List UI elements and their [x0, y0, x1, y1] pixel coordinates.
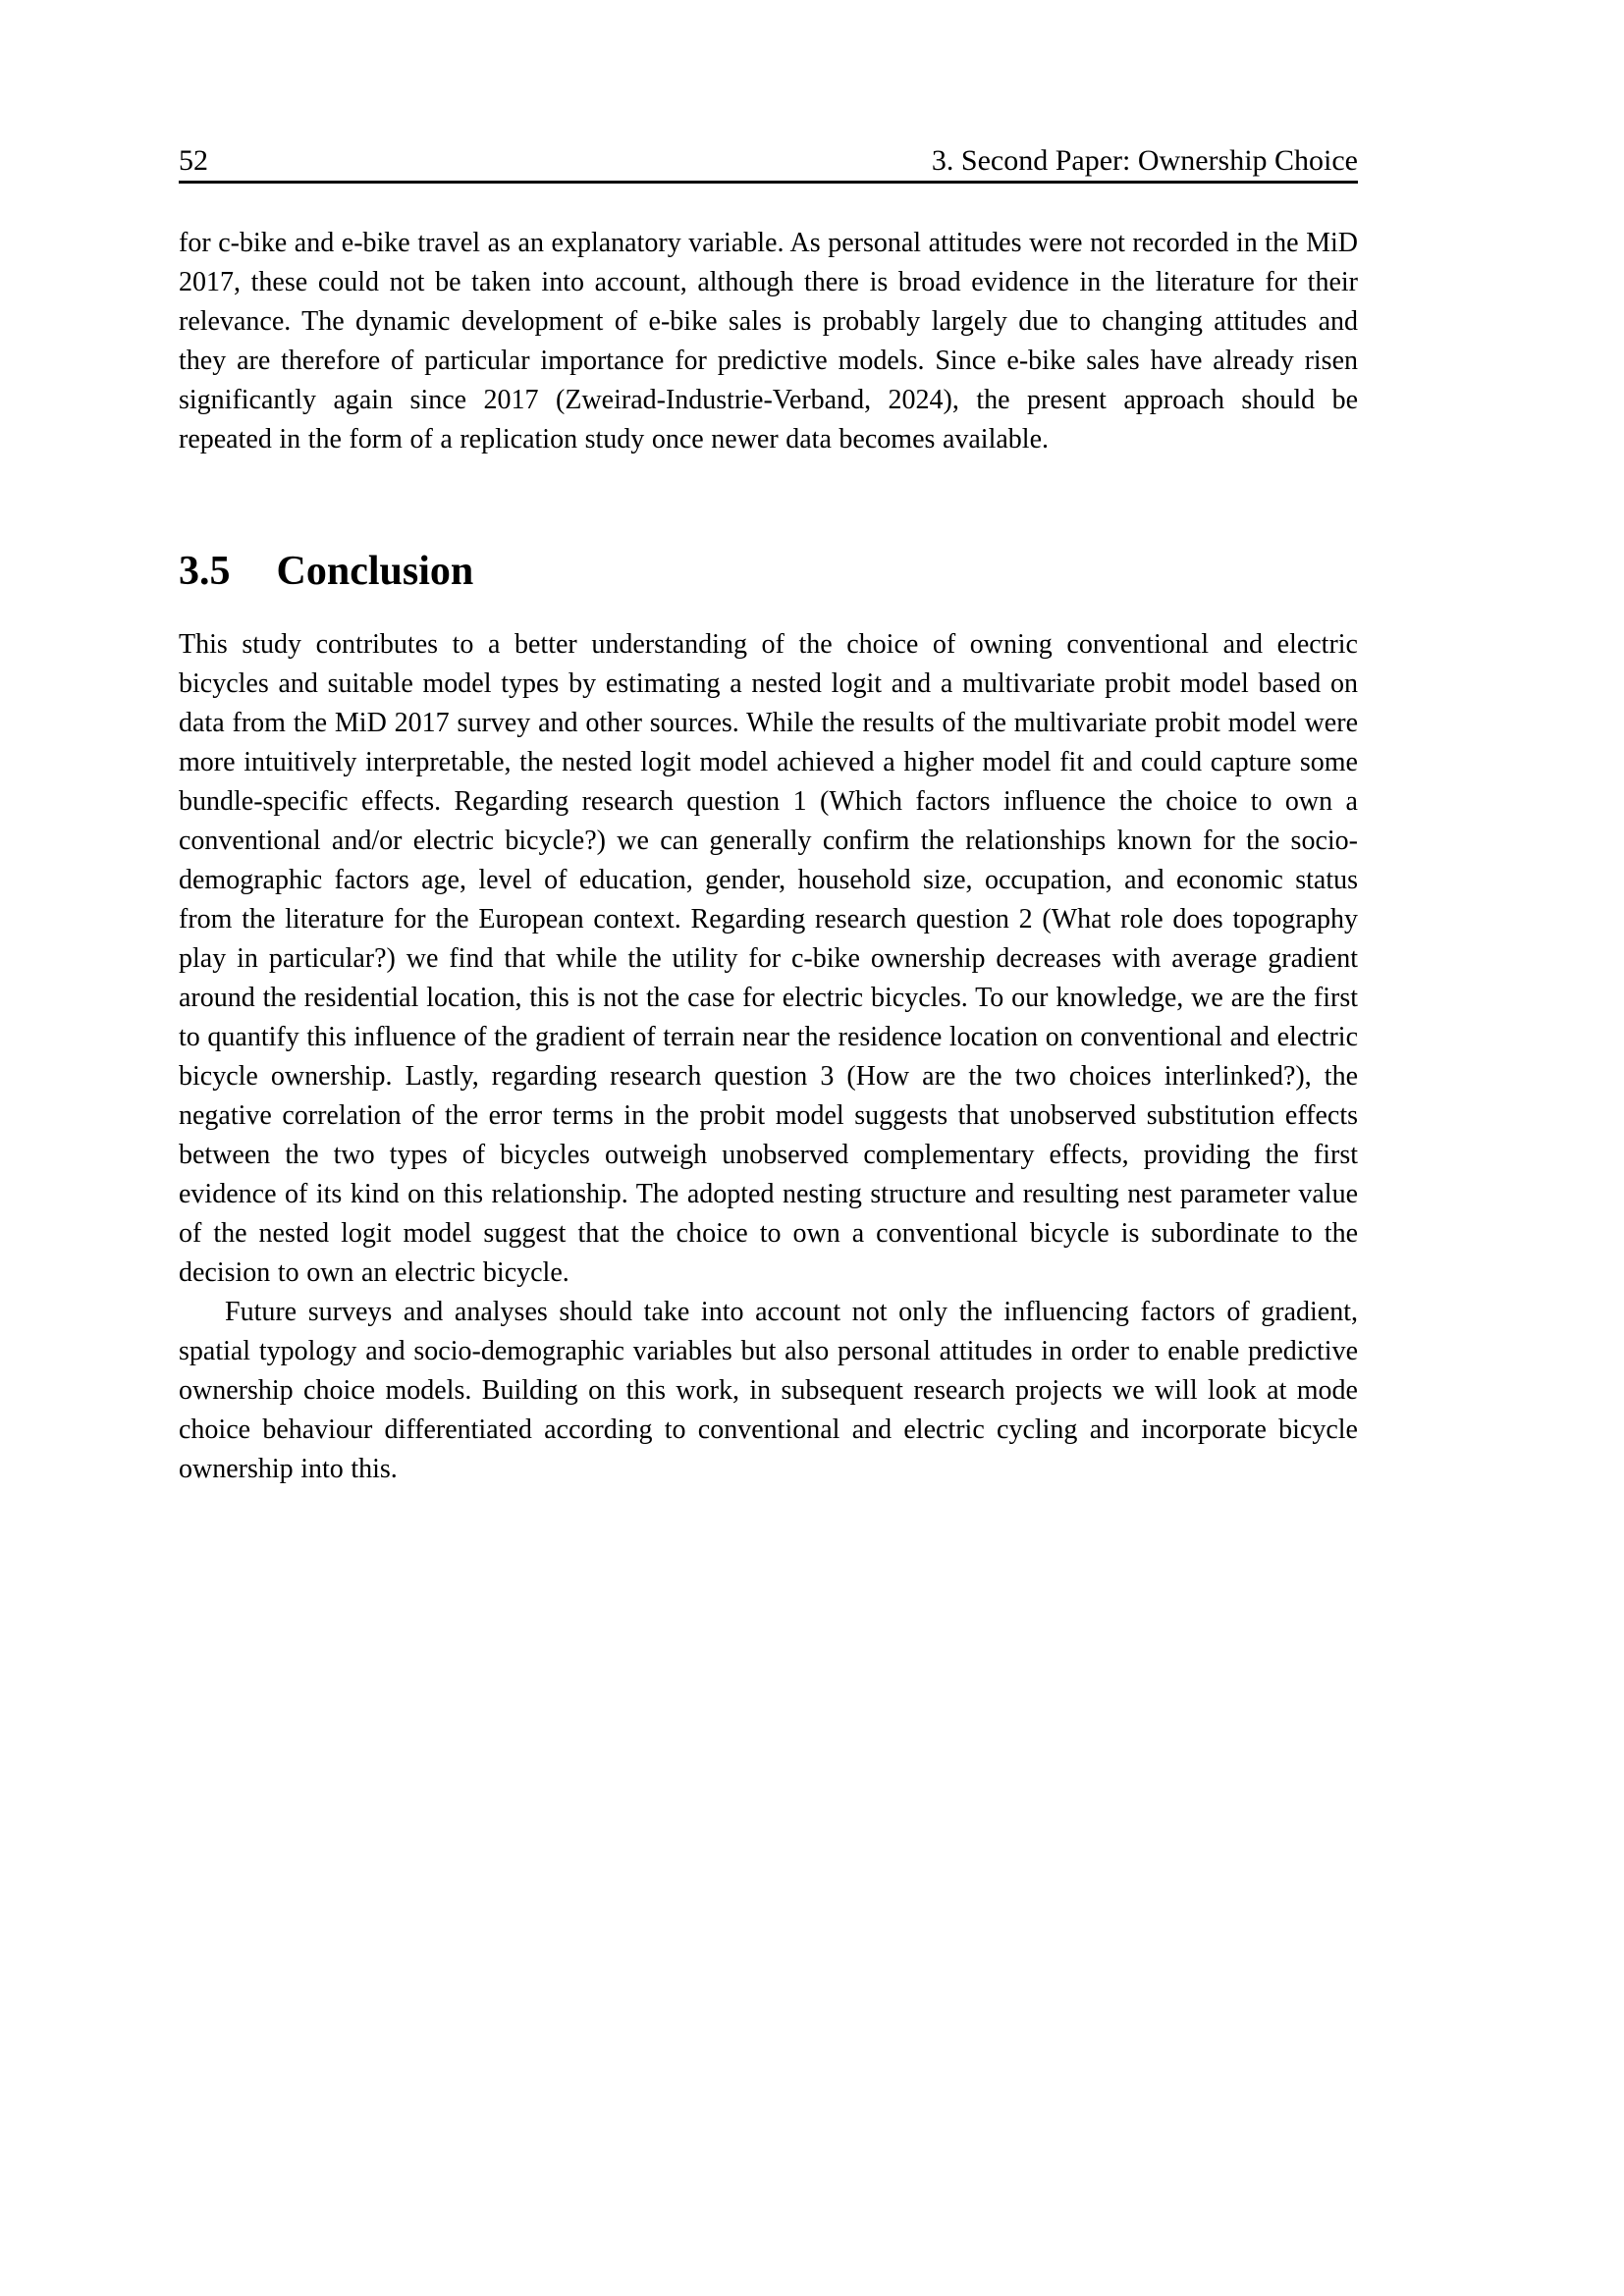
- conclusion-section: [179, 625, 1358, 1489]
- intro-paragraph: for c-bike and e-bike travel as an explanatory variable. As personal attitudes were not recorded in the MiD 2017, these could not be taken into account, although there is broad evidence in the literature for their relevance. The dynamic development of e-bike sales is probably largely due to changing attitudes and they are therefore of particular importance for predictive models. Since e-bike sales have already risen significantly again since 2017 (Zweirad-Industrie-Verband, 2024), the present approach should be repeated in the form of a replication study once newer data becomes available.: [179, 228, 1358, 454]
- intro-section: [179, 224, 1358, 459]
- page-number: 52: [179, 144, 208, 177]
- section-number: 3.5: [179, 549, 231, 594]
- running-title: 3. Second Paper: Ownership Choice: [931, 144, 1358, 177]
- conclusion-paragraph-2: Future surveys and analyses should take into account not only the influencing factors of gradient, spatial typology and socio-demographic variables but also personal attitudes in order to enable predictive ownership choice models. Building on this work, in subsequent research projects we will look at mode choice behaviour differentiated according to conventional and electric cycling and incorporate bicycle ownership into this.: [179, 1297, 1358, 1484]
- section-title: Conclusion: [276, 549, 474, 594]
- header-rule: [179, 181, 1358, 184]
- section-heading: [179, 547, 1358, 596]
- page-header: [179, 141, 1358, 179]
- conclusion-paragraph-1: This study contributes to a better understanding of the choice of owning conventional and electric bicycles and suitable model types by estimating a nested logit and a multivariate probit model based on data from the MiD 2017 survey and other sources. While the results of the multivariate probit model were more intuitively interpretable, the nested logit model achieved a higher model fit and could capture some bundle-specific effects. Regarding research question 1 (Which factors influence the choice to own a conventional and/or electric bicycle?) we can generally confirm the relationships known for the socio-demographic factors age, level of education, gender, household size, occupation, and economic status from the literature for the European context. Regarding research question 2 (What role does topography play in particular?) we find that while the utility for c-bike ownership decreases with average gradient around the residential location, this is not the case for electric bicycles. To our knowledge, we are the first to quantify this influence of the gradient of terrain near the residence location on conventional and electric bicycle ownership. Lastly, regarding research question 3 (How are the two choices interlinked?), the negative correlation of the error terms in the probit model suggests that unobserved substitution effects between the two types of bicycles outweigh unobserved complementary effects, providing the first evidence of its kind on this relationship. The adopted nesting structure and resulting nest parameter value of the nested logit model suggest that the choice to own a conventional bicycle is subordinate to the decision to own an electric bicycle.: [179, 629, 1358, 1288]
